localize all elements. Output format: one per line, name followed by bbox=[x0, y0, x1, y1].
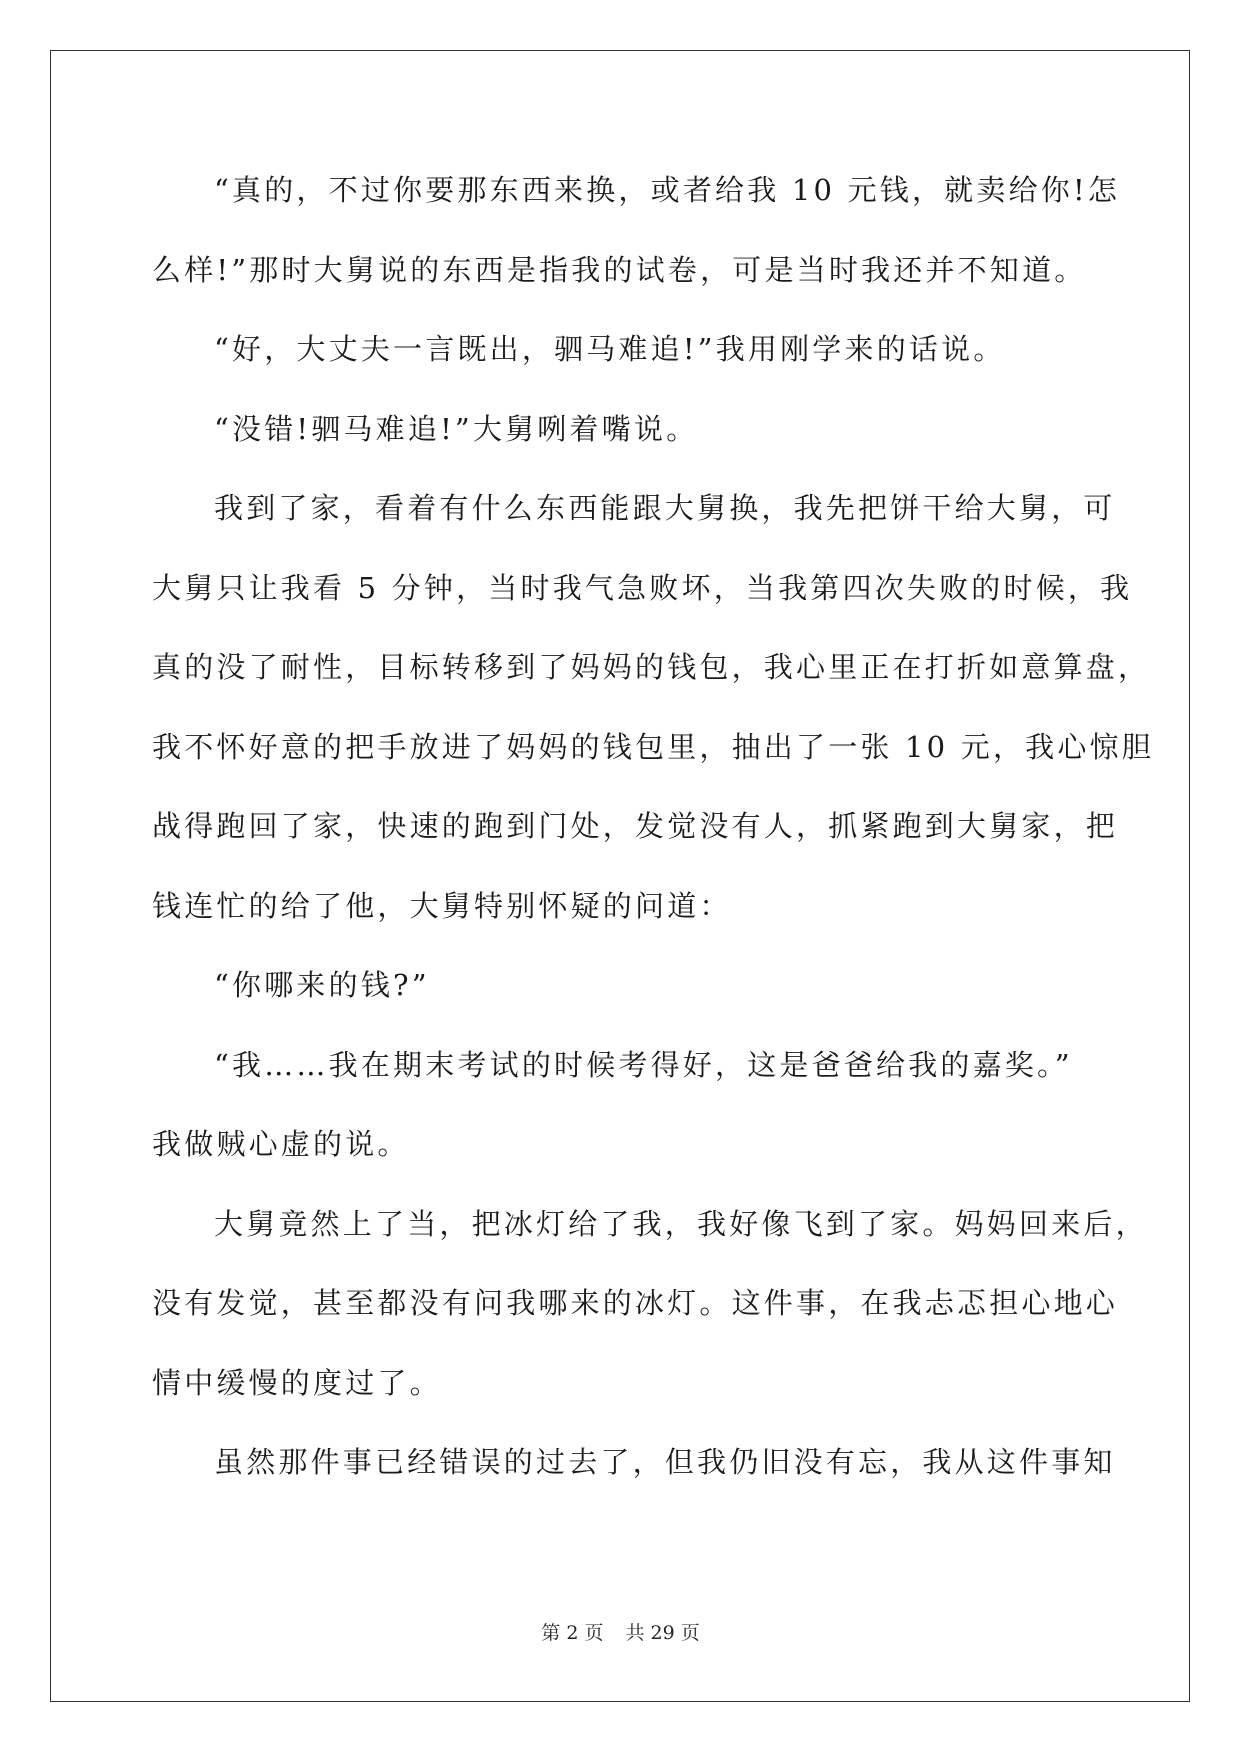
text-line: 真的没了耐性，目标转移到了妈妈的钱包，我心里正在打折如意算盘， bbox=[152, 650, 1151, 684]
text-line: 战得跑回了家，快速的跑到门处，发觉没有人，抓紧跑到大舅家，把 bbox=[152, 809, 1119, 843]
text-line: 虽然那件事已经错误的过去了，但我仍旧没有忘，我从这件事知 bbox=[214, 1445, 1116, 1479]
text-line: “真的，不过你要那东西来换，或者给我 10 元钱，就卖给你!怎 bbox=[214, 173, 1121, 207]
text-line: 我到了家，看着有什么东西能跟大舅换，我先把饼干给大舅，可 bbox=[214, 491, 1116, 525]
text-line: “我……我在期末考试的时候考得好，这是爸爸给我的嘉奖。” bbox=[214, 1047, 1073, 1082]
text-line: 钱连忙的给了他，大舅特别怀疑的问道： bbox=[152, 888, 732, 923]
text-line: 我做贼心虚的说。 bbox=[152, 1127, 410, 1161]
current-page-number: 第 2 页 bbox=[541, 1622, 604, 1644]
text-line: “你哪来的钱?” bbox=[214, 968, 430, 1002]
document-body bbox=[152, 160, 1154, 1512]
total-page-count: 共 29 页 bbox=[625, 1622, 700, 1644]
text-line: “没错!驷马难追!”大舅咧着嘴说。 bbox=[214, 411, 699, 446]
text-line: “好，大丈夫一言既出，驷马难追!”我用刚学来的话说。 bbox=[214, 332, 1006, 366]
text-line: 么样!”那时大舅说的东西是指我的试卷，可是当时我还并不知道。 bbox=[152, 252, 1087, 287]
text-line: 情中缓慢的度过了。 bbox=[152, 1365, 442, 1400]
text-line: 我不怀好意的把手放进了妈妈的钱包里，抽出了一张 10 元，我心惊胆 bbox=[152, 729, 1154, 764]
text-line: 大舅竟然上了当，把冰灯给了我，我好像飞到了家。妈妈回来后， bbox=[214, 1206, 1148, 1241]
page-footer bbox=[0, 1618, 1241, 1645]
text-line: 没有发觉，甚至都没有问我哪来的冰灯。这件事，在我忐忑担心地心 bbox=[152, 1286, 1119, 1320]
text-line: 大舅只让我看 5 分钟，当时我气急败坏，当我第四次失败的时候，我 bbox=[152, 570, 1133, 605]
